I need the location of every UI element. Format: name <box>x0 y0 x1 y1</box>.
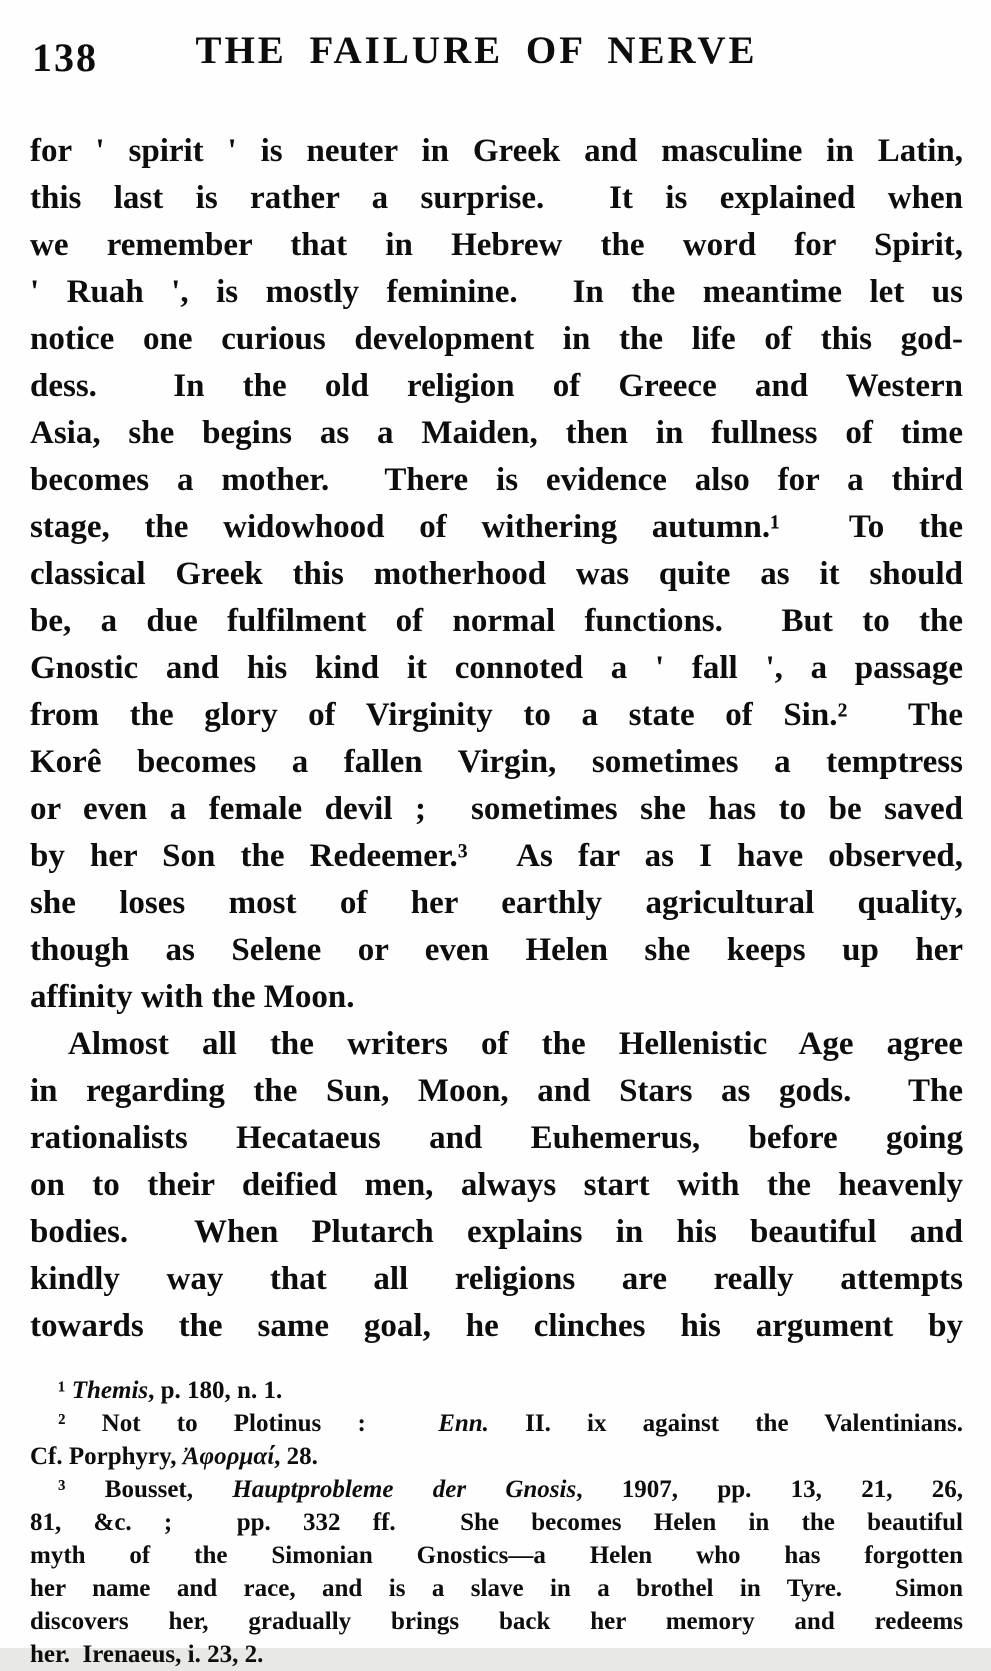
italic-text: Enn. <box>438 1410 489 1437</box>
text-line <box>30 786 963 833</box>
text-segment: this last is rather a surprise. It is explained when <box>30 180 963 216</box>
italic-text: Ἀφορμαί <box>182 1443 275 1470</box>
text-segment: her. Irenaeus, i. 23, 2. <box>30 1641 264 1668</box>
text-line <box>30 880 963 927</box>
text-segment: on to their deified men, always start with the heavenly <box>30 1167 963 1203</box>
text-line <box>30 128 963 175</box>
text-line <box>30 1115 963 1162</box>
text-line <box>30 1638 963 1671</box>
text-line <box>30 974 963 1021</box>
text-line <box>30 1605 963 1638</box>
running-title: THE FAILURE OF NERVE <box>195 29 758 72</box>
text-segment: ³ Bousset, <box>58 1476 233 1503</box>
text-line <box>30 551 963 598</box>
text-segment: ¹ <box>58 1377 72 1404</box>
text-line <box>30 927 963 974</box>
text-line <box>30 457 963 504</box>
text-segment: becomes a mother. There is evidence also for a third <box>30 462 963 498</box>
text-line <box>30 833 963 880</box>
text-line <box>30 504 963 551</box>
text-line <box>30 1303 963 1350</box>
text-segment: ² Not to Plotinus : <box>58 1410 439 1437</box>
text-segment: stage, the widowhood of withering autumn.¹ To the <box>30 509 963 545</box>
text-segment: from the glory of Virginity to a state of Sin.² The <box>30 697 963 733</box>
text-segment: she loses most of her earthly agricultural quality, <box>30 885 963 921</box>
text-line <box>30 598 963 645</box>
text-segment: , 28. <box>274 1443 318 1470</box>
footnote <box>30 1473 963 1671</box>
text-line <box>30 222 963 269</box>
text-segment: Asia, she begins as a Maiden, then in fullness of time <box>30 415 963 451</box>
italic-text: Themis <box>71 1377 149 1404</box>
text-segment: classical Greek this motherhood was quite as it should <box>30 556 963 592</box>
text-segment: be, a due fulfilment of normal functions. But to the <box>30 603 963 639</box>
footnote <box>30 1407 963 1473</box>
text-line <box>30 1021 963 1068</box>
paragraph <box>30 1021 963 1350</box>
italic-text: Hauptprobleme der Gnosis <box>232 1476 577 1503</box>
text-line <box>30 1256 963 1303</box>
text-segment: Cf. Porphyry, <box>30 1443 183 1470</box>
text-line <box>30 739 963 786</box>
text-segment: for ' spirit ' is neuter in Greek and masculine in Latin, <box>30 133 963 169</box>
text-line <box>30 1473 963 1506</box>
text-line <box>30 692 963 739</box>
text-line <box>30 1162 963 1209</box>
text-segment: Korê becomes a fallen Virgin, sometimes a temptress <box>30 744 963 780</box>
text-segment: , p. 180, n. 1. <box>148 1377 283 1404</box>
text-segment: II. ix against the Valentinians. <box>488 1410 963 1437</box>
page-number: 138 <box>32 35 98 80</box>
text-segment: Gnostic and his kind it connoted a ' fall ', a passage <box>30 650 963 686</box>
text-line <box>30 269 963 316</box>
text-line <box>30 410 963 457</box>
text-segment: in regarding the Sun, Moon, and Stars as gods. The <box>30 1073 963 1109</box>
text-line <box>30 1539 963 1572</box>
text-segment: , 1907, pp. 13, 21, 26, <box>576 1476 964 1503</box>
paragraph <box>30 128 963 1021</box>
text-segment: Almost all the writers of the Hellenistic Age agree <box>68 1026 963 1062</box>
footnotes <box>30 1374 963 1671</box>
text-line <box>30 316 963 363</box>
text-segment: her name and race, and is a slave in a brothel in Tyre. Simon <box>30 1575 963 1602</box>
text-line <box>30 1506 963 1539</box>
text-segment: rationalists Hecataeus and Euhemerus, before going <box>30 1120 963 1156</box>
text-segment: we remember that in Hebrew the word for Spirit, <box>30 227 963 263</box>
text-segment: though as Selene or even Helen she keeps up her <box>30 932 963 968</box>
text-segment: myth of the Simonian Gnostics—a Helen who has forgotten <box>30 1542 963 1569</box>
page-header <box>30 28 963 84</box>
text-segment: 81, &c. ; pp. 332 ff. She becomes Helen in the beautiful <box>30 1509 963 1536</box>
text-line <box>30 1407 963 1440</box>
text-segment: bodies. When Plutarch explains in his beautiful and <box>30 1214 963 1250</box>
text-segment: discovers her, gradually brings back her memory and redeems <box>30 1608 963 1635</box>
text-segment: ' Ruah ', is mostly feminine. In the meantime let us <box>30 274 963 310</box>
text-segment: or even a female devil ; sometimes she has to be saved <box>30 791 963 827</box>
text-line <box>30 1374 963 1407</box>
text-line <box>30 1572 963 1605</box>
text-line <box>30 1440 963 1473</box>
footnote <box>30 1374 963 1407</box>
text-segment: kindly way that all religions are really attempts <box>30 1261 963 1297</box>
text-line <box>30 1068 963 1115</box>
text-segment: towards the same goal, he clinches his argument by <box>30 1308 963 1344</box>
text-segment: by her Son the Redeemer.³ As far as I have observed, <box>30 838 963 874</box>
text-segment: dess. In the old religion of Greece and Western <box>30 368 963 404</box>
text-line <box>30 1209 963 1256</box>
body-text <box>30 128 963 1350</box>
text-line <box>30 645 963 692</box>
text-line <box>30 363 963 410</box>
text-segment: notice one curious development in the life of this god- <box>30 321 963 357</box>
text-line <box>30 175 963 222</box>
text-segment: affinity with the Moon. <box>30 979 355 1015</box>
